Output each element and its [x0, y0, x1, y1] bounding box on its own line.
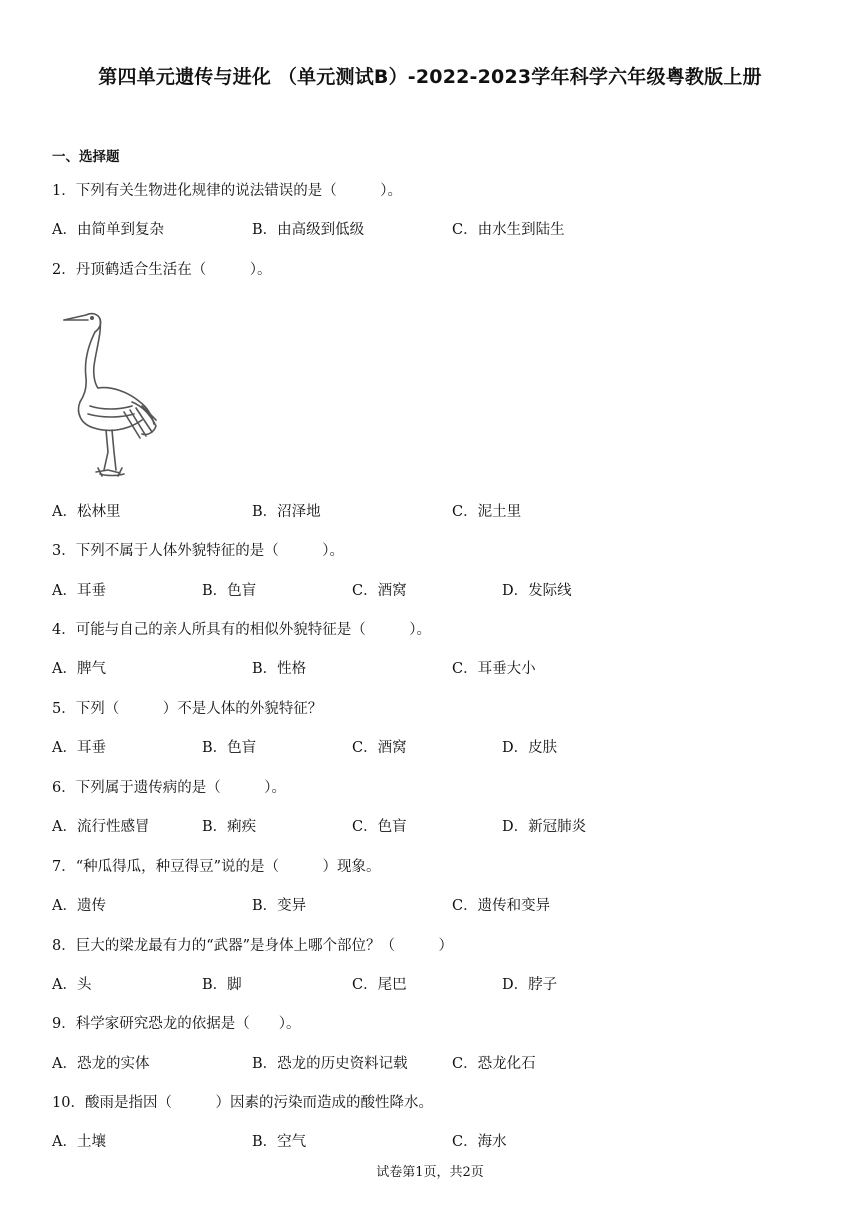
- option-a[interactable]: A．遗传: [52, 898, 106, 914]
- option-c[interactable]: C．耳垂大小: [452, 661, 536, 677]
- option-c[interactable]: C．泥土里: [452, 504, 522, 520]
- crane-illustration: [62, 306, 162, 478]
- option-d[interactable]: D．脖子: [502, 977, 558, 993]
- page-footer: 试卷第1页，共2页: [376, 1165, 484, 1180]
- option-c[interactable]: C．尾巴: [352, 977, 407, 993]
- option-b[interactable]: B．沼泽地: [252, 504, 321, 520]
- option-c[interactable]: C．酒窝: [352, 740, 407, 756]
- option-b[interactable]: B．痢疾: [202, 819, 257, 835]
- question-8-stem: 8．巨大的梁龙最有力的“武器”是身体上哪个部位？（ ）: [52, 938, 454, 954]
- question-8-options: [52, 973, 812, 993]
- option-a[interactable]: A．土壤: [52, 1134, 106, 1150]
- option-a[interactable]: A．耳垂: [52, 583, 106, 599]
- option-a[interactable]: A．头: [52, 977, 92, 993]
- option-d[interactable]: D．皮肤: [502, 740, 558, 756]
- option-d[interactable]: D．发际线: [502, 583, 572, 599]
- option-b[interactable]: B．变异: [252, 898, 307, 914]
- question-6-stem: 6．下列属于遗传病的是（ ）。: [52, 780, 286, 796]
- option-b[interactable]: B．色盲: [202, 583, 257, 599]
- question-7-stem: 7．“种瓜得瓜，种豆得豆”说的是（ ）现象。: [52, 859, 381, 875]
- question-2-options: [52, 500, 812, 520]
- option-c[interactable]: C．酒窝: [352, 583, 407, 599]
- option-b[interactable]: B．脚: [202, 977, 242, 993]
- option-c[interactable]: C．海水: [452, 1134, 507, 1150]
- question-7-options: [52, 894, 812, 914]
- question-6-options: [52, 815, 812, 835]
- option-c[interactable]: C．恐龙化石: [452, 1056, 536, 1072]
- question-5-stem: 5．下列（ ）不是人体的外貌特征？: [52, 701, 323, 717]
- option-c[interactable]: C．遗传和变异: [452, 898, 551, 914]
- question-3-options: [52, 579, 812, 599]
- option-c[interactable]: C．由水生到陆生: [452, 222, 565, 238]
- page-title: 第四单元遗传与进化 （单元测试B）-2022-2023学年科学六年级粤教版上册: [98, 66, 762, 88]
- option-a[interactable]: A．松林里: [52, 504, 121, 520]
- option-a[interactable]: A．脾气: [52, 661, 106, 677]
- option-b[interactable]: B．性格: [252, 661, 307, 677]
- option-a[interactable]: A．流行性感冒: [52, 819, 150, 835]
- option-a[interactable]: A．恐龙的实体: [52, 1056, 150, 1072]
- question-5-options: [52, 736, 812, 756]
- question-4-options: [52, 657, 812, 677]
- question-9-stem: 9．科学家研究恐龙的依据是（ ）。: [52, 1016, 301, 1032]
- option-b[interactable]: B．恐龙的历史资料记载: [252, 1056, 408, 1072]
- option-c[interactable]: C．色盲: [352, 819, 407, 835]
- question-2-stem: 2．丹顶鹤适合生活在（ ）。: [52, 262, 272, 278]
- question-9-options: [52, 1052, 812, 1072]
- question-1-options: [52, 218, 812, 238]
- question-10-stem: 10．酸雨是指因（ ）因素的污染而造成的酸性降水。: [52, 1095, 433, 1111]
- question-4-stem: 4．可能与自己的亲人所具有的相似外貌特征是（ ）。: [52, 622, 431, 638]
- question-1-stem: 1．下列有关生物进化规律的说法错误的是（ ）。: [52, 183, 402, 199]
- option-a[interactable]: A．耳垂: [52, 740, 106, 756]
- question-3-stem: 3．下列不属于人体外貌特征的是（ ）。: [52, 543, 344, 559]
- option-b[interactable]: B．色盲: [202, 740, 257, 756]
- section-heading: 一、选择题: [52, 149, 120, 165]
- option-b[interactable]: B．空气: [252, 1134, 307, 1150]
- option-d[interactable]: D．新冠肺炎: [502, 819, 587, 835]
- option-b[interactable]: B．由高级到低级: [252, 222, 365, 238]
- option-a[interactable]: A．由简单到复杂: [52, 222, 164, 238]
- question-10-options: [52, 1130, 812, 1150]
